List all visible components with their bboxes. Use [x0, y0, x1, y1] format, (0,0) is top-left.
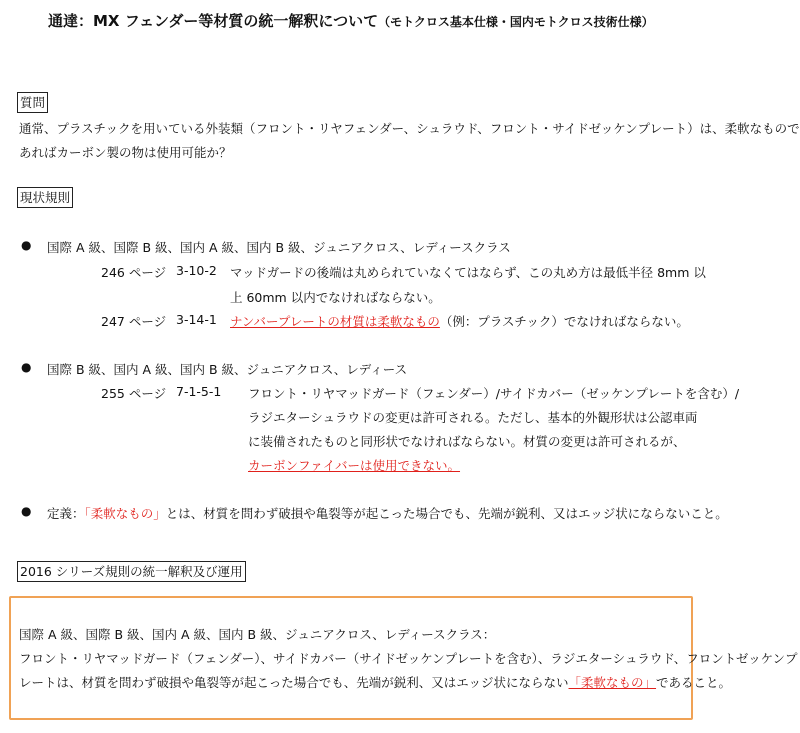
bullet-3: ● [21, 504, 32, 518]
item1-rule1-code: 3-10-2 [176, 263, 217, 278]
question-line1: 通常、プラスチックを用いている外装類（フロント・リヤフェンダー、シュラウド、フロント・サイドゼッケンプレート）は、柔軟なもので [19, 121, 800, 136]
item1-rule1-line2: 上 60mm 以内でなければならない。 [230, 290, 441, 305]
item2-line3: に装備されたものと同形状でなければならない。材質の変更は許可されるが、 [248, 434, 686, 449]
item1-rule2-highlight: ナンバープレートの材質は柔軟なもの [230, 314, 440, 329]
item1-classes: 国際 A 級、国際 B 級、国内 A 級、国内 B 級、ジュニアクロス、レディースクラス [47, 240, 511, 255]
item1-rule2-text [230, 312, 689, 330]
title-main: 通達：MX フェンダー等材質の統一解釈について [48, 12, 379, 30]
item3-highlight: 「柔軟なもの」 [84, 506, 166, 521]
interpretation-line2: フロント・リヤマッドガード（フェンダー）、サイドカバー（サイドゼッケンプレートを含む）、ラジエターシュラウド、フロントゼッケンプ [19, 651, 798, 666]
interpretation-line3-pre: レートは、材質を問わず破損や亀裂等が起こった場合でも、先端が鋭利、又はエッジ状にならない [19, 675, 569, 690]
series2016-heading: 2016 シリーズ規則の統一解釈及び運用 [17, 561, 246, 582]
interpretation-line3-post: であること。 [656, 675, 732, 690]
bullet-1: ● [21, 238, 32, 252]
interpretation-line1: 国際 A 級、国際 B 級、国内 A 級、国内 B 級、ジュニアクロス、レディースクラス： [19, 627, 496, 642]
item3-pre: 定義： [47, 506, 85, 521]
bullet-2: ● [21, 360, 32, 374]
title-sub: （モトクロス基本仕様・国内モトクロス技術仕様） [378, 15, 654, 29]
item2-line4-highlight: カーボンファイバーは使用できない。 [248, 458, 461, 473]
item3-post: とは、材質を問わず破損や亀裂等が起こった場合でも、先端が鋭利、又はエッジ状にならないこと。 [165, 506, 728, 521]
item2-classes: 国際 B 級、国内 A 級、国内 B 級、ジュニアクロス、レディース [47, 362, 408, 377]
question-line2: あればカーボン製の物は使用可能か？ [19, 145, 232, 160]
item2-line2: ラジエターシュラウドの変更は許可される。ただし、基本的外観形状は公認車両 [248, 410, 698, 425]
interpretation-line3 [19, 673, 731, 691]
item1-rule1-line1: マッドガードの後端は丸められていなくてはならず、この丸め方は最低半径 8mm 以 [230, 265, 706, 280]
interpretation-line3-highlight: 「柔軟なもの」 [568, 675, 657, 690]
item2-line1: フロント・リヤマッドガード（フェンダー）/サイドカバー（ゼッケンプレートを含む）/ [248, 386, 740, 401]
item1-rule2-code: 3-14-1 [176, 312, 217, 327]
item1-rule2-page: 247 ページ [101, 314, 167, 329]
current-rules-heading: 現状規則 [17, 187, 73, 208]
item1-rule1-page: 246 ページ [101, 265, 167, 280]
item1-rule2-rest: （例：プラスチック）でなければならない。 [439, 314, 689, 329]
page-title [48, 10, 654, 31]
item2-code: 7-1-5-1 [176, 384, 222, 399]
question-heading: 質問 [17, 92, 48, 113]
item2-page: 255 ページ [101, 386, 167, 401]
item3-definition [47, 504, 728, 522]
